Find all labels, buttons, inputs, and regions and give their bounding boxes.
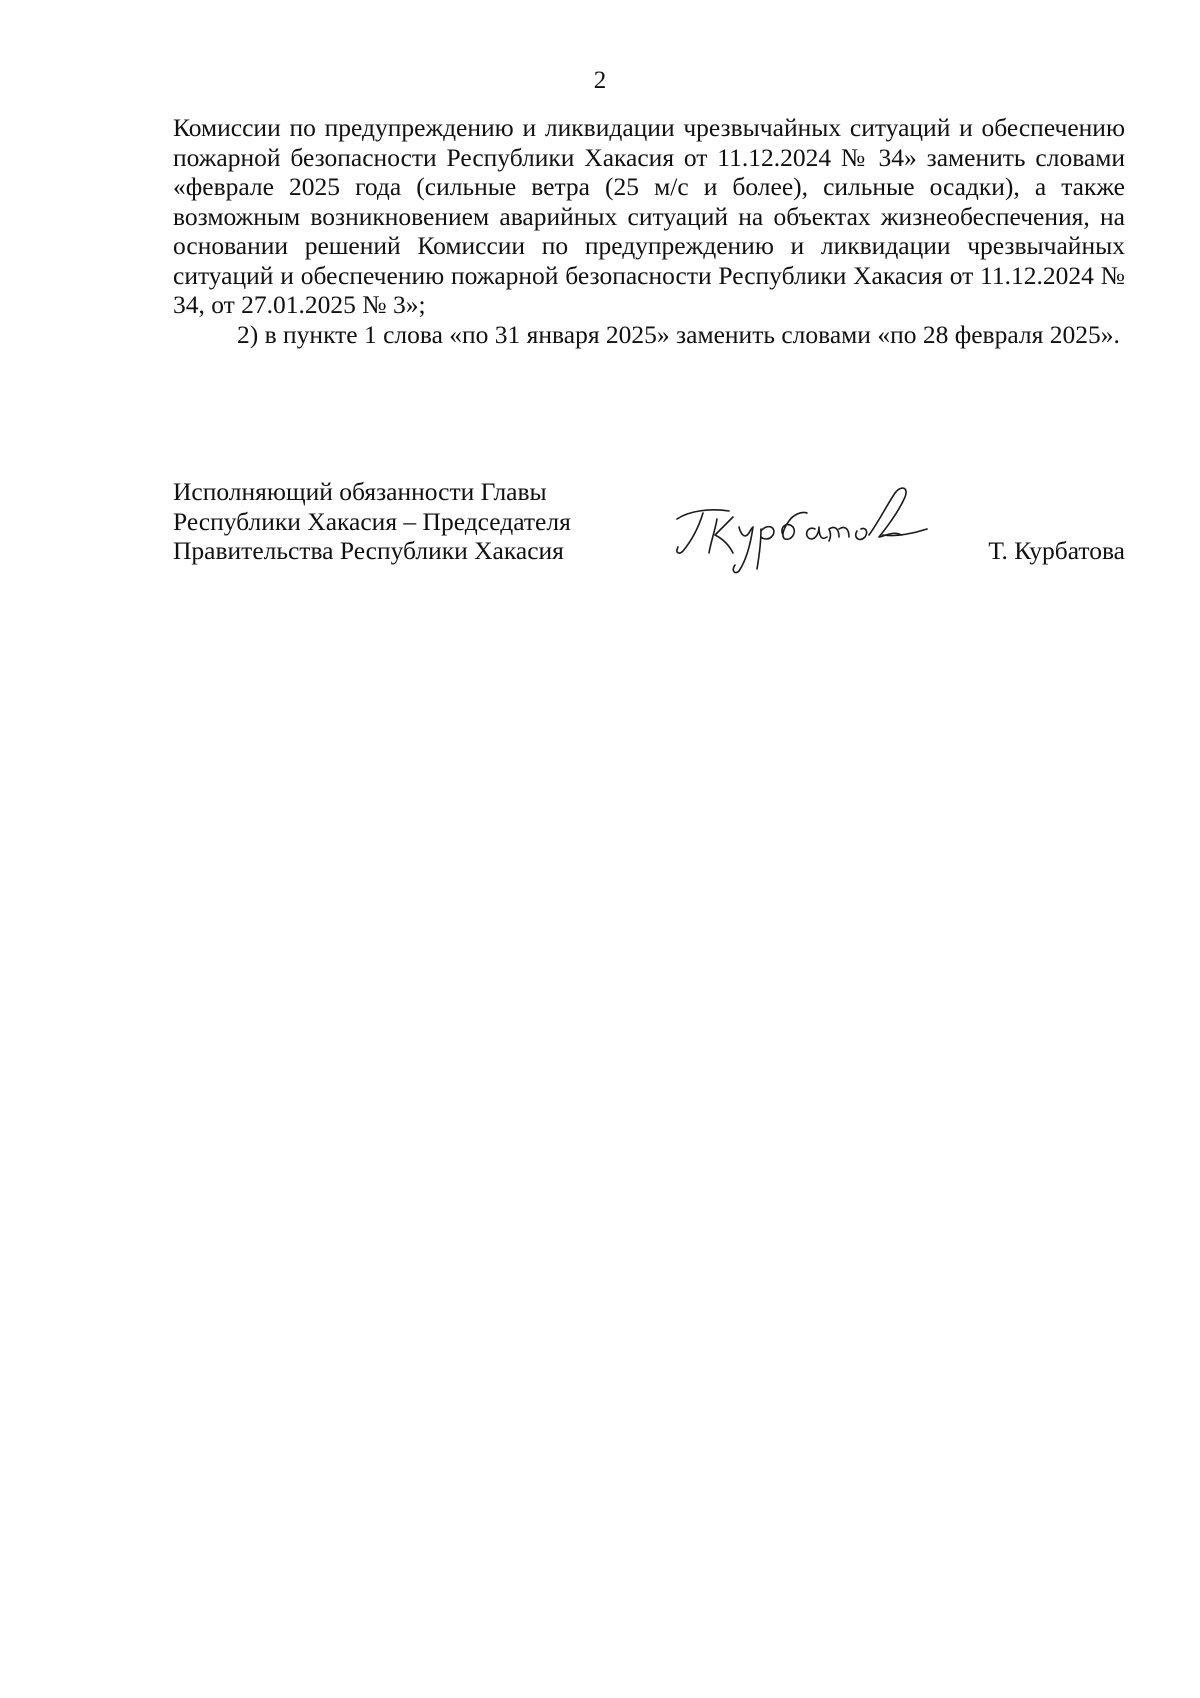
body-paragraph-item-2: 2) в пункте 1 слова «по 31 января 2025» заменить словами «по 28 февраля 2025». xyxy=(237,319,1120,349)
signatory-position-line-2: Республики Хакасия – Председателя xyxy=(173,506,571,536)
page-number: 2 xyxy=(593,67,607,94)
signatory-position-line-3: Правительства Республики Хакасия xyxy=(173,536,564,565)
signatory-position xyxy=(173,477,571,566)
signatory-name: Т. Курбатова xyxy=(988,536,1125,565)
handwritten-signature-icon xyxy=(669,481,931,577)
signatory-position-line-1: Исполняющий обязанности Главы xyxy=(173,477,547,506)
document-body xyxy=(173,113,1125,349)
signature-block xyxy=(173,477,1125,587)
body-paragraph-continuation: Комиссии по предупреждению и ликвидации чрезвычайных ситуаций и обеспечению пожарной безопасности Республики Хакасия от 11.12.2024 № 34» заменить словами «феврале 2025 года (сильные ветра (25 м/с и более), сильные осадки), а также возможным возникновением аварийных ситуаций на объектах жизнеобеспечения, на основании решений Комиссии по предупреждению и ликвидации чрезвычайных ситуаций и обеспечению пожарной безопасности Республики Хакасия от 11.12.2024 № 34, от 27.01.2025 № 3»; xyxy=(173,113,1125,319)
